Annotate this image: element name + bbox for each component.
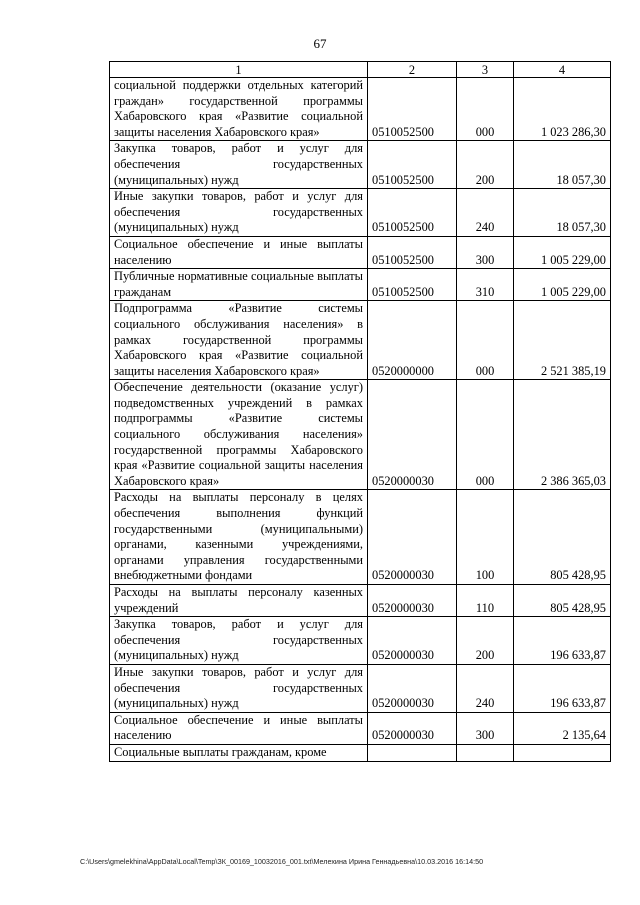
row-code: 0520000030 xyxy=(368,490,457,585)
column-header-code: 2 xyxy=(368,62,457,78)
table-row xyxy=(110,712,611,744)
row-sum: 2 135,64 xyxy=(514,712,611,744)
column-header-name: 1 xyxy=(110,62,368,78)
row-type: 200 xyxy=(457,141,514,189)
table-header-row xyxy=(110,62,611,78)
row-type: 310 xyxy=(457,269,514,301)
row-sum: 18 057,30 xyxy=(514,141,611,189)
table-row xyxy=(110,585,611,617)
row-name: Закупка товаров, работ и услуг для обеспечения государственных (муниципальных) нужд xyxy=(110,141,368,189)
row-sum: 1 005 229,00 xyxy=(514,236,611,268)
row-code: 0520000030 xyxy=(368,585,457,617)
row-name: Закупка товаров, работ и услуг для обеспечения государственных (муниципальных) нужд xyxy=(110,617,368,665)
table-row xyxy=(110,78,611,141)
row-type: 000 xyxy=(457,78,514,141)
table-row xyxy=(110,141,611,189)
row-sum: 2 521 385,19 xyxy=(514,301,611,380)
row-type: 110 xyxy=(457,585,514,617)
row-name: Расходы на выплаты персоналу в целях обеспечения выполнения функций государственными (муниципальными) органами, казенными учреждениями, органами управления государственными внебюджетными фондами xyxy=(110,490,368,585)
row-sum: 2 386 365,03 xyxy=(514,380,611,490)
row-name: Расходы на выплаты персоналу казенных учреждений xyxy=(110,585,368,617)
row-type: 000 xyxy=(457,380,514,490)
row-name: Иные закупки товаров, работ и услуг для обеспечения государственных (муниципальных) нужд xyxy=(110,189,368,237)
row-code: 0510052500 xyxy=(368,78,457,141)
row-name: Публичные нормативные социальные выплаты гражданам xyxy=(110,269,368,301)
row-sum xyxy=(514,744,611,761)
table-row xyxy=(110,380,611,490)
row-code: 0510052500 xyxy=(368,189,457,237)
row-name: Социальное обеспечение и иные выплаты населению xyxy=(110,236,368,268)
row-code: 0510052500 xyxy=(368,141,457,189)
table-row xyxy=(110,301,611,380)
row-type: 300 xyxy=(457,236,514,268)
row-sum: 196 633,87 xyxy=(514,664,611,712)
row-code: 0510052500 xyxy=(368,236,457,268)
row-type: 100 xyxy=(457,490,514,585)
row-name: Обеспечение деятельности (оказание услуг) подведомственных учреждений в рамках подпрограммы «Развитие системы социального обслуживания населения» государственной программы Хабаровского края «Развитие социальной защиты населения Хабаровского края» xyxy=(110,380,368,490)
table-row xyxy=(110,744,611,761)
row-sum: 805 428,95 xyxy=(514,490,611,585)
row-type: 000 xyxy=(457,301,514,380)
page-number: 67 xyxy=(313,36,327,51)
row-name: социальной поддержки отдельных категорий граждан» государственной программы Хабаровского края «Развитие социальной защиты населения Хабаровского края» xyxy=(110,78,368,141)
table-row xyxy=(110,617,611,665)
table-row xyxy=(110,490,611,585)
row-name: Социальные выплаты гражданам, кроме xyxy=(110,744,368,761)
footer-file-path: C:\Users\gmelekhina\AppData\Local\Temp\ЗК_00169_10032016_001.txt\Мелехина Ирина Геннадьевна\10.03.2016 16:14:50 xyxy=(80,857,484,866)
table-row xyxy=(110,236,611,268)
row-code: 0520000030 xyxy=(368,617,457,665)
row-type: 240 xyxy=(457,189,514,237)
row-sum: 1 023 286,30 xyxy=(514,78,611,141)
budget-table xyxy=(109,61,611,762)
row-code: 0520000000 xyxy=(368,301,457,380)
row-name: Иные закупки товаров, работ и услуг для обеспечения государственных (муниципальных) нужд xyxy=(110,664,368,712)
row-code: 0520000030 xyxy=(368,664,457,712)
row-name: Подпрограмма «Развитие системы социального обслуживания населения» в рамках государственной программы Хабаровского края «Развитие социальной защиты населения Хабаровского края» xyxy=(110,301,368,380)
table-row xyxy=(110,189,611,237)
row-sum: 805 428,95 xyxy=(514,585,611,617)
row-code xyxy=(368,744,457,761)
row-code: 0520000030 xyxy=(368,380,457,490)
row-type: 240 xyxy=(457,664,514,712)
row-sum: 196 633,87 xyxy=(514,617,611,665)
row-sum: 1 005 229,00 xyxy=(514,269,611,301)
table-row xyxy=(110,664,611,712)
row-code: 0520000030 xyxy=(368,712,457,744)
row-type xyxy=(457,744,514,761)
row-type: 200 xyxy=(457,617,514,665)
row-type: 300 xyxy=(457,712,514,744)
table-row xyxy=(110,269,611,301)
row-code: 0510052500 xyxy=(368,269,457,301)
row-sum: 18 057,30 xyxy=(514,189,611,237)
column-header-sum: 4 xyxy=(514,62,611,78)
row-name: Социальное обеспечение и иные выплаты населению xyxy=(110,712,368,744)
column-header-type: 3 xyxy=(457,62,514,78)
